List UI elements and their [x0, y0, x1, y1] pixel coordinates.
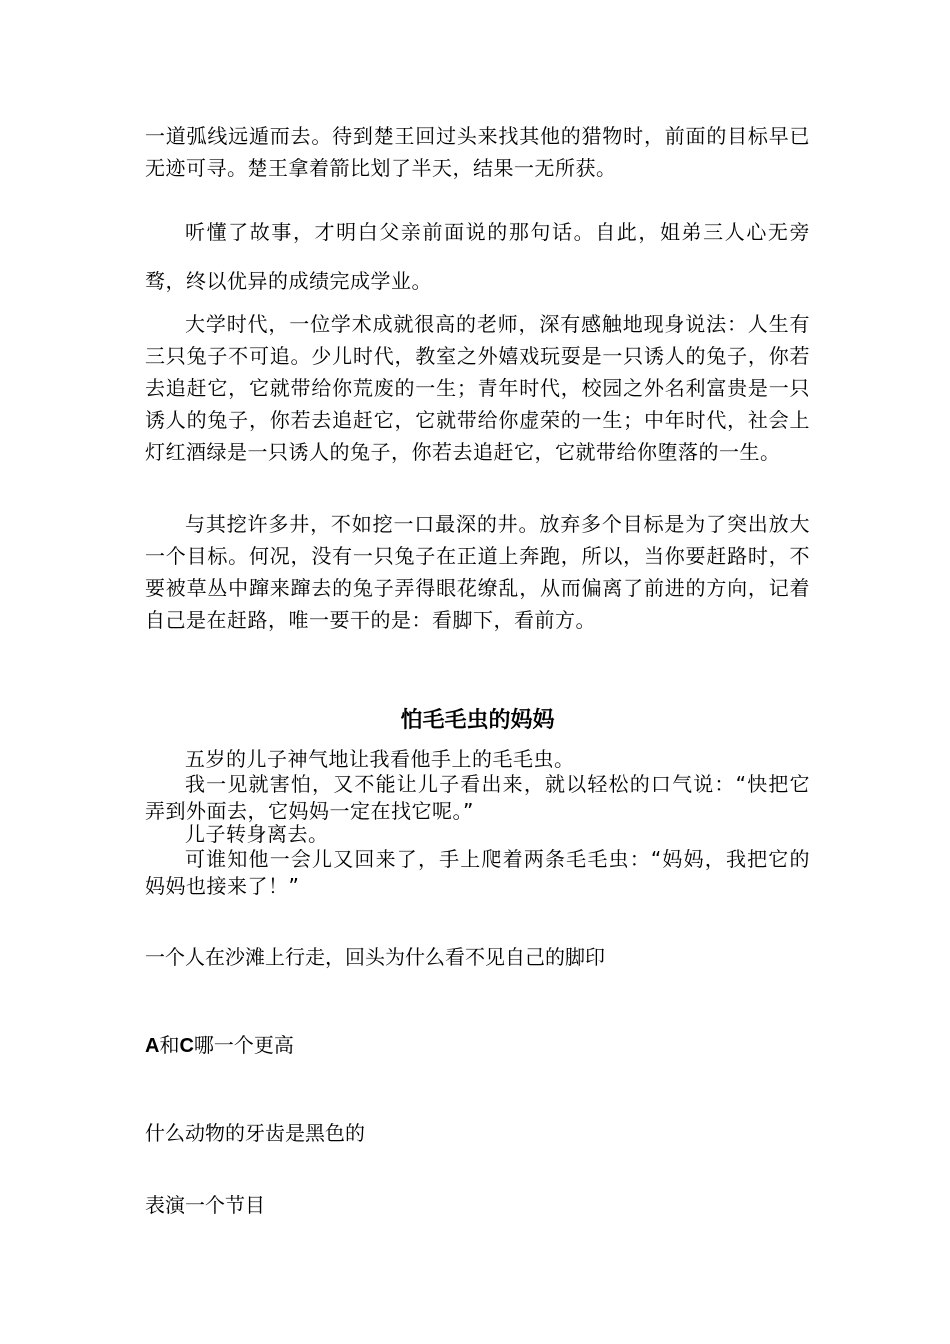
question-connector: 和	[159, 1033, 180, 1057]
question-black-teeth: 什么动物的牙齿是黑色的	[145, 1121, 365, 1145]
question-perform-show: 表演一个节目	[145, 1193, 265, 1217]
story2-line-son-caterpillar: 五岁的儿子神气地让我看他手上的毛毛虫。	[185, 747, 575, 771]
story1-paragraph-continuation: 一道弧线远遁而去。待到楚王回过头来找其他的猎物时，前面的目标早已无迹可寻。楚王拿着箭比划了半天，结果一无所获。	[145, 124, 810, 180]
story2-title: 怕毛毛虫的妈妈	[400, 708, 555, 733]
story1-paragraph-deepest-well: 与其挖许多井，不如挖一口最深的井。放弃多个目标是为了突出放大一个目标。何况，没有一只兔子在正道上奔跑，所以，当你要赶路时，不要被草丛中蹿来蹿去的兔子弄得眼花缭乱，从而偏离了前进的方向，记着自己是在赶路，唯一要干的是：看脚下，看前方。	[145, 512, 810, 632]
question-a-or-c	[145, 1030, 294, 1061]
story2-line-son-returns: 可谁知他一会儿又回来了，手上爬着两条毛毛虫：“妈妈，我把它的妈妈也接来了！”	[145, 847, 810, 898]
question-letter-a: A	[145, 1035, 160, 1057]
story1-paragraph-understanding: 听懂了故事，才明白父亲前面说的那句话。自此，姐弟三人心无旁骛，终以优异的成绩完成学业。	[145, 220, 810, 293]
question-letter-c: C	[179, 1035, 194, 1057]
story2-line-son-leaves: 儿子转身离去。	[185, 822, 329, 846]
story2-line-mother-afraid: 我一见就害怕，又不能让儿子看出来，就以轻松的口气说：“快把它弄到外面去，它妈妈一定在找它呢。”	[145, 772, 810, 823]
question-which-taller: 哪一个更高	[193, 1033, 294, 1057]
question-footprints: 一个人在沙滩上行走，回头为什么看不见自己的脚印	[145, 945, 605, 969]
story1-paragraph-three-rabbits: 大学时代，一位学术成就很高的老师，深有感触地现身说法：人生有三只兔子不可追。少儿时代，教室之外嬉戏玩耍是一只诱人的兔子，你若去追赶它，它就带给你荒废的一生；青年时代，校园之外名利富贵是一只诱人的兔子，你若去追赶它，它就带给你虚荣的一生；中年时代，社会上灯红酒绿是一只诱人的兔子，你若去追赶它，它就带给你堕落的一生。	[145, 312, 810, 464]
